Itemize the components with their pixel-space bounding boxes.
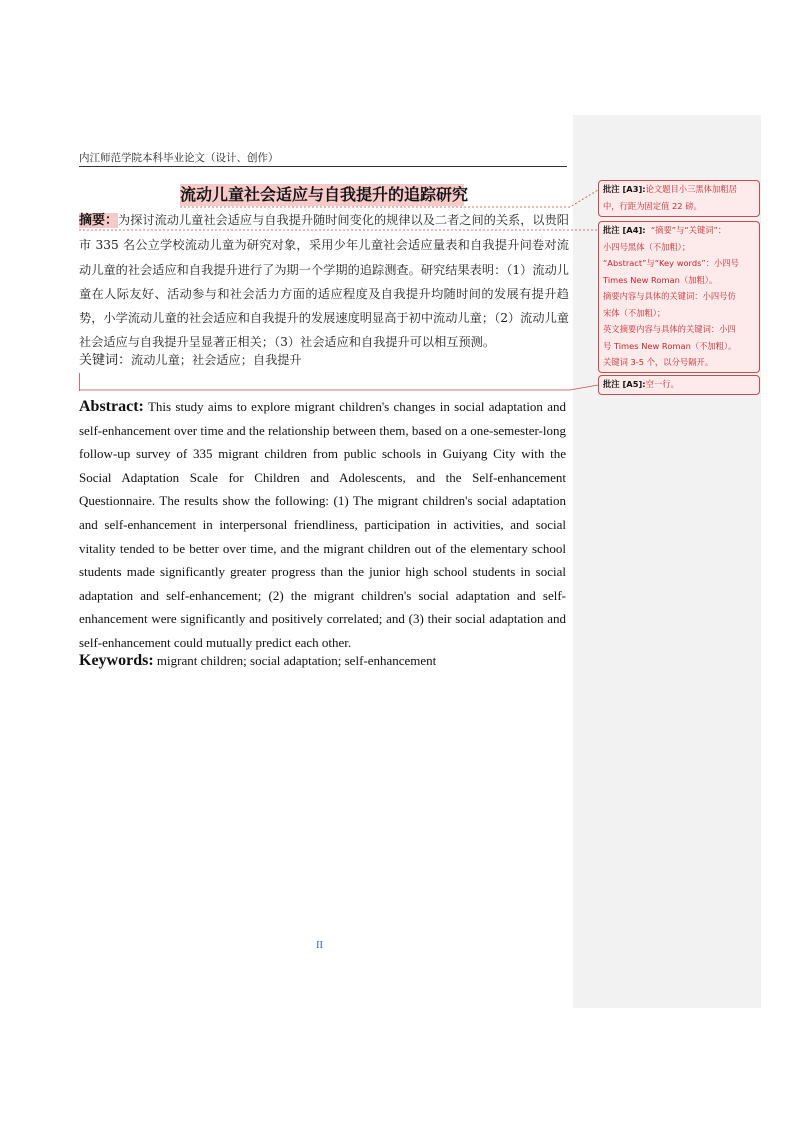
- paper-title[interactable]: 流动儿童社会适应与自我提升的追踪研究: [180, 185, 469, 204]
- english-keywords-label: Keywords:: [79, 652, 154, 669]
- chinese-abstract-body: 为探讨流动儿童社会适应与自我提升随时间变化的规律以及二者之间的关系，以贵阳市 335 名公立学校流动儿童为研究对象，采用少年儿童社会适应量表和自我提升问卷对流动儿童的社会适应和自我提升进行了为期一个学期的追踪测查。研究结果表明：（1）流动儿童在人际友好、活动参与和社会活力方面的适应程度及自我提升均随时间的发展有提升趋势，小学流动儿童的社会适应和自我提升的发展速度明显高于初中流动儿童；（2）流动儿童社会适应与自我提升呈显著正相关；（3）社会适应和自我提升可以相互预测。: [79, 213, 569, 350]
- blank-line[interactable]: [79, 375, 571, 389]
- english-abstract-body: This study aims to explore migrant children's changes in social adaptation and self-enhancement over time and the relationship between them, based on a one-semester-long follow-up survey of 335 migrant children from public schools in Guiyang City with the Social Adaptation Scale for Children and Adolescents, and the Self-enhancement Questionnaire. The results show the following: (1) The migrant children's social adaptation and self-enhancement in interpersonal friendliness, participation in activities, and social vitality tended to be better over time, and the migrant children out of the elementary school students made significantly greater progress than the junior high school students in social adaptation and self-enhancement; (2) the migrant children's social adaptation and self-enhancement were significantly and positively correlated; and (3) their social adaptation and self-enhancement could mutually predict each other.: [79, 399, 567, 650]
- english-abstract-label: Abstract:: [79, 398, 144, 415]
- english-keywords[interactable]: [79, 652, 436, 670]
- chinese-abstract[interactable]: [79, 208, 569, 355]
- header-rule: [79, 166, 567, 167]
- page-number: II: [316, 940, 323, 951]
- comment-a5[interactable]: 批注 [A5]:空一行。: [598, 375, 760, 395]
- text-cursor: [79, 373, 80, 391]
- comment-a5-tag: 批注 [A5]:: [603, 379, 646, 389]
- comment-a4[interactable]: 批注 [A4]: “摘要”与“关键词”： 小四号黑体（不加粗）； “Abstract”与“Key words”：小四号 Times New Roman（加粗）。 摘要内容与具体的关键词：小四号仿 宋体（不加粗）； 英文摘要内容与具体的关键词：小四 号 Times New Roman（不加粗）。 关键词 3-5 个，以分号隔开。: [598, 221, 760, 373]
- english-abstract[interactable]: [79, 395, 566, 655]
- chinese-keywords[interactable]: [79, 349, 302, 368]
- comment-a3[interactable]: 批注 [A3]:论文题目小三黑体加粗居 中，行距为固定值 22 磅。: [598, 180, 760, 217]
- chinese-abstract-label: 摘要：: [79, 213, 119, 228]
- chinese-keywords-value: 流动儿童；社会适应；自我提升: [131, 353, 302, 367]
- page-header: 内江师范学院本科毕业论文（设计、创作）: [79, 152, 279, 164]
- chinese-keywords-label: 关键词：: [79, 353, 132, 368]
- english-keywords-value: migrant children; social adaptation; self-enhancement: [156, 653, 437, 668]
- comment-a3-tag: 批注 [A3]:: [603, 184, 646, 194]
- comment-a4-tag: 批注 [A4]:: [603, 225, 646, 235]
